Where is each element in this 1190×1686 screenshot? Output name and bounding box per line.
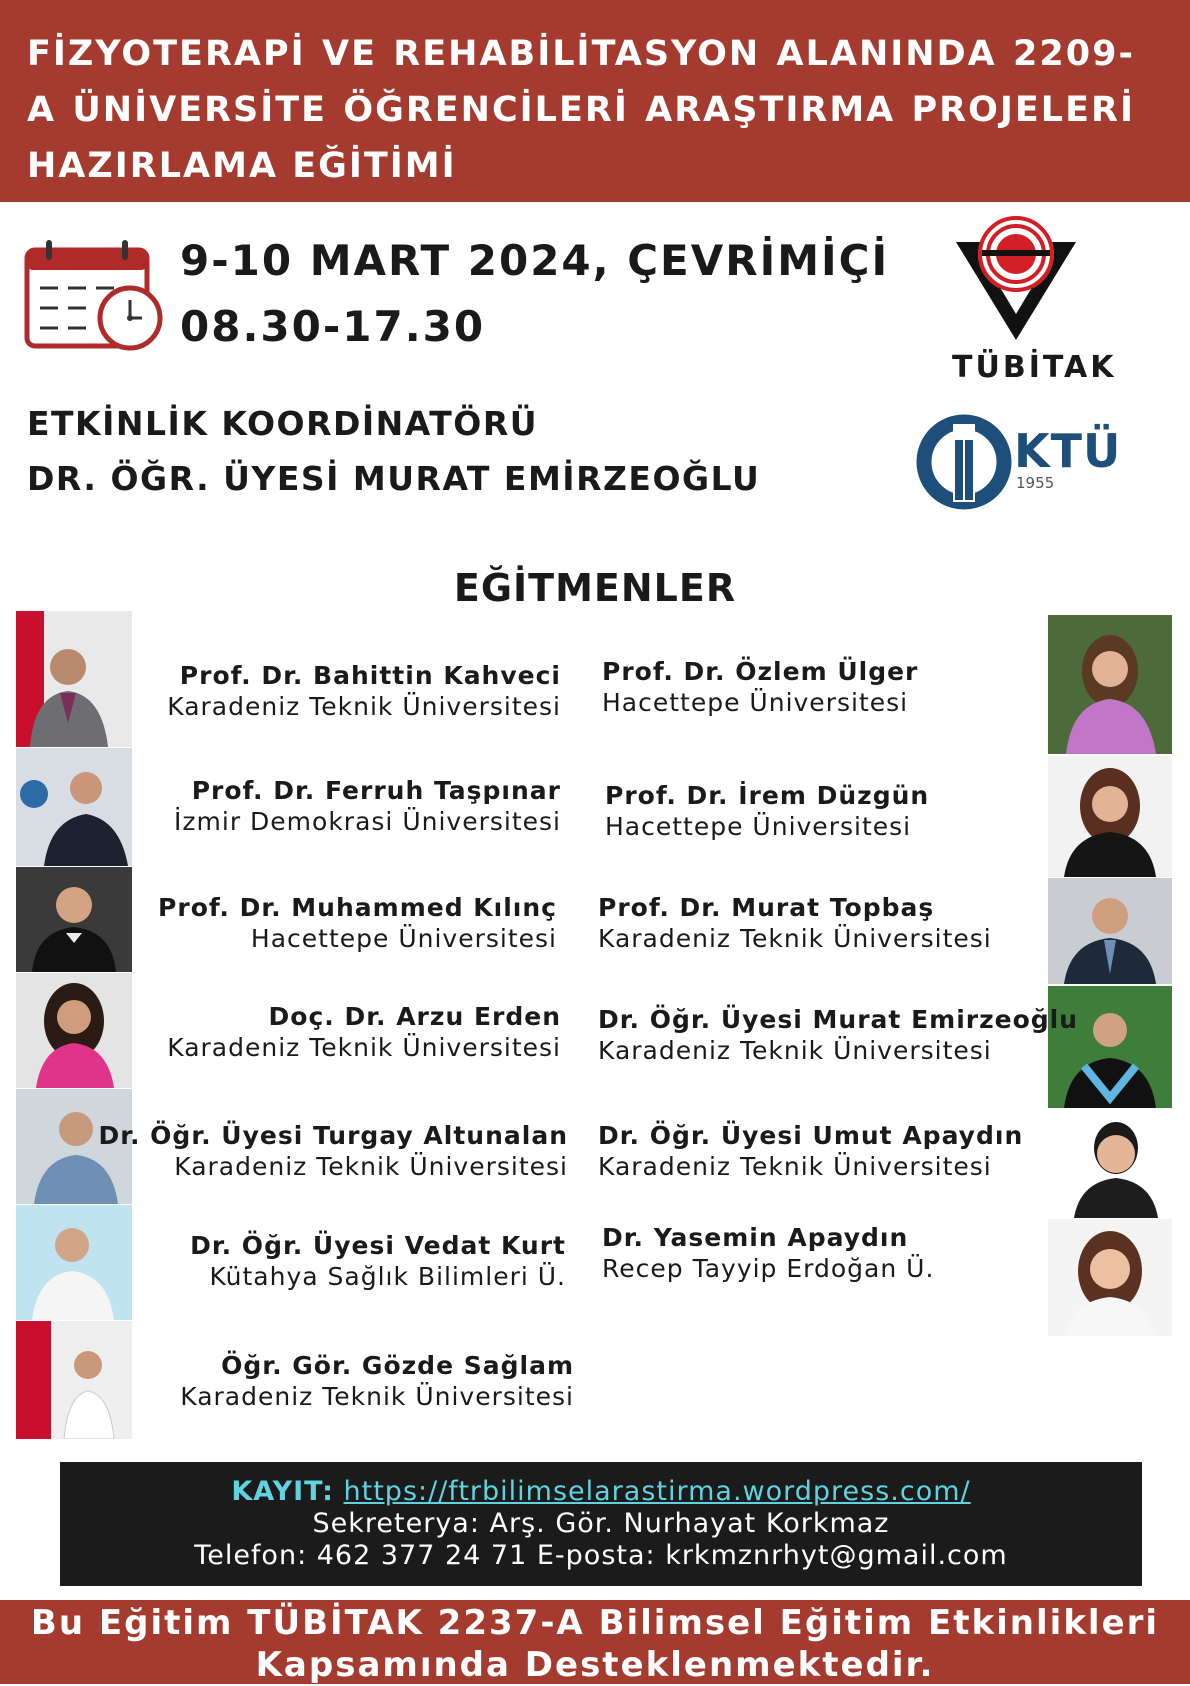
trainer-university: İzmir Demokrasi Üniversitesi bbox=[174, 807, 561, 836]
trainer-name: Dr. Öğr. Üyesi Murat Emirzeoğlu bbox=[598, 1005, 1079, 1034]
trainer-university: Karadeniz Teknik Üniversitesi bbox=[598, 1152, 992, 1181]
trainer-photo bbox=[16, 611, 132, 747]
trainer-name: Dr. Öğr. Üyesi Umut Apaydın bbox=[598, 1121, 1024, 1150]
trainer-name: Prof. Dr. Bahittin Kahveci bbox=[179, 661, 561, 690]
footer-line-2: Kapsamında Desteklenmektedir. bbox=[255, 1645, 935, 1685]
trainer-name: Doç. Dr. Arzu Erden bbox=[268, 1002, 561, 1031]
registration-label: KAYIT: bbox=[231, 1476, 334, 1507]
trainer-name: Prof. Dr. Ferruh Taşpınar bbox=[191, 776, 561, 805]
ktu-wordmark: KTÜ bbox=[1014, 424, 1122, 478]
trainer-name: Dr. Öğr. Üyesi Vedat Kurt bbox=[190, 1231, 566, 1260]
tubitak-wordmark: TÜBİTAK bbox=[952, 350, 1117, 385]
trainer-entry bbox=[598, 892, 992, 954]
trainer-photo bbox=[16, 1205, 132, 1320]
trainer-university: Recep Tayyip Erdoğan Ü. bbox=[602, 1254, 935, 1283]
trainer-name: Prof. Dr. Özlem Ülger bbox=[602, 657, 919, 686]
calendar-clock-icon bbox=[24, 240, 166, 352]
tubitak-logo bbox=[952, 212, 1117, 385]
trainer-name: Öğr. Gör. Gözde Sağlam bbox=[221, 1351, 574, 1380]
trainer-entry bbox=[174, 775, 561, 837]
page-title: FİZYOTERAPİ VE REHABİLİTASYON ALANINDA 2209-A ÜNİVERSİTE ÖĞRENCİLERİ ARAŞTIRMA PROJELERİ HAZIRLAMA EĞİTİMİ bbox=[27, 34, 1135, 186]
trainer-university: Karadeniz Teknik Üniversitesi bbox=[174, 1152, 568, 1181]
trainer-photo bbox=[1060, 1110, 1172, 1218]
trainer-university: Hacettepe Üniversitesi bbox=[250, 924, 557, 953]
trainer-university: Karadeniz Teknik Üniversitesi bbox=[167, 692, 561, 721]
trainer-university: Karadeniz Teknik Üniversitesi bbox=[180, 1382, 574, 1411]
coordinator-block bbox=[27, 396, 760, 506]
trainer-photo bbox=[1048, 756, 1172, 877]
trainer-entry bbox=[602, 1222, 934, 1284]
trainer-entry bbox=[158, 892, 557, 954]
coordinator-label: ETKİNLİK KOORDİNATÖRÜ bbox=[27, 404, 539, 443]
footer-line-1: Bu Eğitim TÜBİTAK 2237-A Bilimsel Eğitim Etkinlikleri bbox=[30, 1603, 1160, 1643]
trainer-photo bbox=[16, 973, 132, 1088]
trainer-photo bbox=[16, 1321, 132, 1439]
trainer-university: Karadeniz Teknik Üniversitesi bbox=[167, 1033, 561, 1062]
footer-banner bbox=[0, 1600, 1190, 1684]
trainer-photo bbox=[1048, 1219, 1172, 1336]
trainer-university: Hacettepe Üniversitesi bbox=[602, 688, 909, 717]
trainer-name: Dr. Öğr. Üyesi Turgay Altunalan bbox=[98, 1121, 568, 1150]
trainer-entry bbox=[98, 1120, 568, 1182]
trainer-university: Karadeniz Teknik Üniversitesi bbox=[598, 1036, 992, 1065]
trainer-photo bbox=[16, 867, 132, 972]
trainer-entry bbox=[167, 660, 561, 722]
trainer-name: Dr. Yasemin Apaydın bbox=[602, 1223, 909, 1252]
registration-link[interactable]: https://ftrbilimselarastirma.wordpress.com/ bbox=[343, 1476, 971, 1507]
secretary-info: Sekreterya: Arş. Gör. Nurhayat Korkmaz bbox=[312, 1508, 890, 1539]
trainer-entry bbox=[598, 1120, 1023, 1182]
tubitak-emblem-icon bbox=[952, 212, 1080, 344]
event-time: 08.30-17.30 bbox=[180, 302, 486, 351]
trainer-name: Prof. Dr. İrem Düzgün bbox=[605, 781, 930, 810]
header-banner bbox=[0, 0, 1190, 202]
registration-box bbox=[60, 1462, 1142, 1586]
trainer-name: Prof. Dr. Muhammed Kılınç bbox=[158, 893, 557, 922]
contact-info: Telefon: 462 377 24 71 E-posta: krkmznrhyt@gmail.com bbox=[194, 1540, 1008, 1571]
trainer-name: Prof. Dr. Murat Topbaş bbox=[598, 893, 935, 922]
trainer-university: Hacettepe Üniversitesi bbox=[605, 812, 912, 841]
coordinator-name: DR. ÖĞR. ÜYESİ MURAT EMİRZEOĞLU bbox=[27, 459, 761, 498]
trainer-entry bbox=[190, 1230, 566, 1292]
trainer-photo bbox=[1048, 878, 1172, 984]
trainer-entry bbox=[598, 1004, 1078, 1066]
event-date: 9-10 MART 2024, ÇEVRİMİÇİ bbox=[180, 236, 890, 285]
trainer-entry bbox=[167, 1001, 561, 1063]
trainers-heading: EĞİTMENLER bbox=[453, 566, 737, 610]
trainer-university: Karadeniz Teknik Üniversitesi bbox=[598, 924, 992, 953]
ktu-year: 1955 bbox=[1016, 474, 1055, 492]
trainer-entry bbox=[180, 1350, 574, 1412]
trainer-university: Kütahya Sağlık Bilimleri Ü. bbox=[209, 1262, 566, 1291]
ktu-logo bbox=[906, 404, 1138, 520]
trainer-photo bbox=[1048, 615, 1172, 754]
trainer-photo bbox=[16, 748, 132, 866]
trainer-entry bbox=[602, 656, 918, 718]
trainer-entry bbox=[605, 780, 929, 842]
